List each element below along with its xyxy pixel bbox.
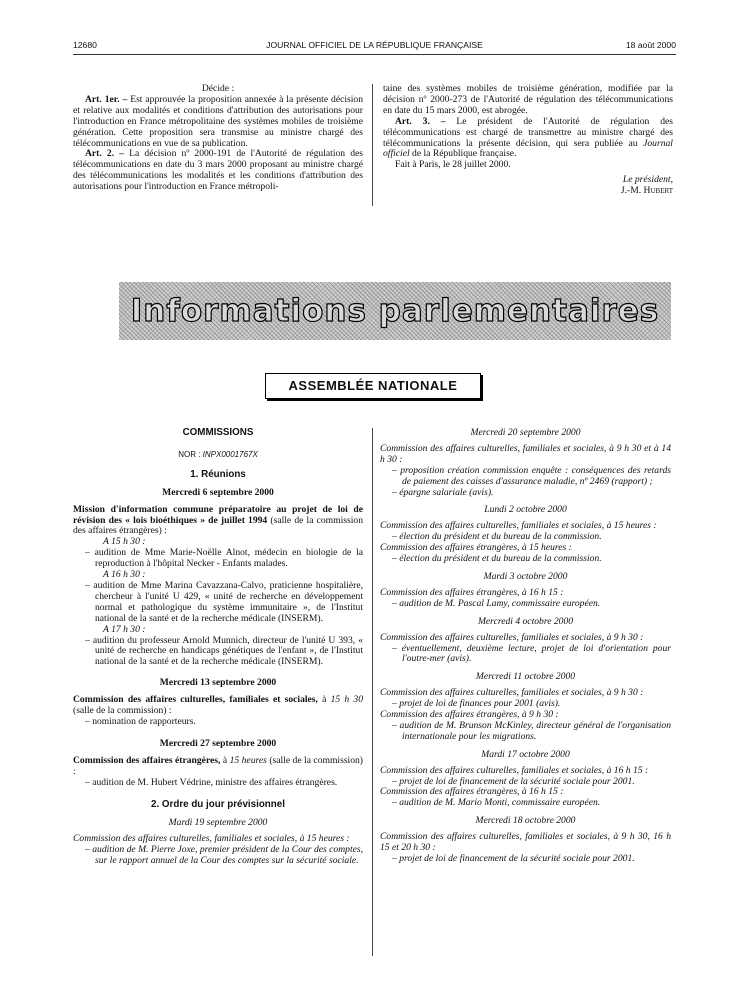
commission-culturelles-17: Commission des affaires culturelles, familiales et sociales, à 16 h 15 :	[380, 764, 649, 776]
decision-left-column	[73, 84, 363, 193]
agenda-right-column	[380, 428, 671, 865]
commission-name: Commission des affaires étrangères,	[73, 754, 221, 766]
issue-date: 18 août 2000	[625, 40, 676, 50]
commission-culturelles-20: Commission des affaires culturelles, familiales et sociales, à 9 h 30 et à 14 h 30 :	[380, 442, 671, 465]
date-18-octobre: Mercredi 18 octobre 2000	[475, 815, 576, 827]
item-joxe: – audition de M. Pierre Joxe, premier président de la Cour des comptes, sur le rapport annuel de la Cour des comptes sur la sécurité sociale.	[85, 844, 363, 867]
item-vedrine: – audition de M. Hubert Védrine, ministre des affaires étrangères.	[85, 776, 338, 788]
section-banner	[119, 282, 671, 340]
article-2	[73, 149, 363, 193]
mission-title: Mission d'information commune préparatoire au projet de loi de révision des « lois bioéthiques » de juillet 1994	[73, 503, 363, 526]
date-17-octobre: Mardi 17 octobre 2000	[481, 748, 570, 760]
commission-etrangeres-11: Commission des affaires étrangères, à 9 h 30 :	[380, 709, 559, 721]
commission-culturelles-2: Commission des affaires culturelles, familiales et sociales, à 15 heures :	[380, 520, 657, 532]
date-6-septembre: Mercredi 6 septembre 2000	[162, 486, 274, 498]
time-16h30: A 16 h 30 :	[103, 569, 146, 581]
date-3-octobre: Mardi 3 octobre 2000	[483, 570, 568, 582]
signer-name: J.-M. Hubert	[620, 185, 673, 197]
date-4-octobre: Mercredi 4 octobre 2000	[477, 615, 574, 627]
commission-culturelles-4: Commission des affaires culturelles, familiales et sociales, à 9 h 30 :	[380, 631, 644, 643]
article-3-text-end: de la République française.	[412, 148, 517, 160]
mission-heading	[73, 505, 363, 538]
assembly-box: ASSEMBLÉE NATIONALE	[265, 373, 481, 399]
top-column-separator	[372, 84, 373, 206]
article-2-continued: taine des systèmes mobiles de troisième génération, modifiée par la décision nº 2000-273 de l'Autorité de régulation des télécommunications en date du 15 mars 2000, est abrogée.	[383, 83, 673, 116]
commission-culturelles-11: Commission des affaires culturelles, familiales et sociales, à 9 h 30 :	[380, 687, 644, 699]
time-17h30: A 17 h 30 :	[103, 623, 146, 635]
article-3-text: Le président de l'Autorité de régulation des télécommunications est chargé de transmettre au ministre chargé des télécommunications la présente décision, qui sera publiée au	[383, 115, 673, 149]
commission-etrangeres-27	[73, 756, 363, 778]
time-15h30: A 15 h 30 :	[103, 536, 146, 548]
article-1	[73, 95, 363, 150]
commission-location: (salle de la commission) :	[73, 705, 172, 717]
running-header	[73, 40, 676, 54]
item-outre-mer: – éventuellement, deuxième lecture, projet de loi d'orientation pour l'outre-mer (avis).	[392, 642, 671, 665]
commission-etrangeres-3: Commission des affaires étrangères, à 16 h 15 :	[380, 586, 564, 598]
journal-officiel-ref: Journal officiel	[383, 137, 673, 160]
date-20-septembre: Mercredi 20 septembre 2000	[470, 427, 581, 438]
date-2-octobre: Lundi 2 octobre 2000	[484, 504, 567, 516]
item-lamy: – audition de M. Pascal Lamy, commissaire européen.	[392, 597, 601, 609]
page-number: 12680	[73, 40, 97, 50]
item-munnich: – audition du professeur Arnold Munnich, directeur de l'unité U 393, « unité de recherche en handicaps génétiques de l'enfant », de l'Institut national de la santé et de la recherche médicale (INSERM).	[85, 634, 363, 668]
article-1-label: Art. 1er. –	[85, 93, 128, 105]
article-2-text: La décision nº 2000-191 de l'Autorité de régulation des télécommunications en date du 3 mars 2000 proposant au ministre chargé des télécommunications les modalités et les conditions d'attribution des autorisations pour l'introduction en France métropoli-	[73, 148, 363, 193]
article-3-label: Art. 3. –	[395, 115, 446, 127]
nor-label: NOR :	[178, 449, 201, 459]
item-epargne: – épargne salariale (avis).	[392, 486, 494, 498]
item-enquete: – proposition création commission enquête : conséquences des retards de paiement des caisses d'assurance maladie, nº 2469 (rapport) ;	[392, 464, 671, 487]
article-1-text: Est approuvée la proposition annexée à la présente décision et relative aux modalités et conditions d'attribution des autorisations pour l'introduction en France métropolitaine des systèmes mobiles de troisième génération. Cette proposition sera transmise au ministre chargé des télécommunications en vue de sa publication.	[73, 93, 363, 149]
date-11-octobre: Mercredi 11 octobre 2000	[475, 671, 576, 683]
banner-title: Informations parlementaires	[130, 292, 660, 329]
decide-heading: Décide :	[201, 83, 235, 94]
nor-code: INPX0001767X	[202, 449, 258, 459]
commission-etrangeres-2: Commission des affaires étrangères, à 15 heures :	[380, 542, 572, 554]
commissions-left-column	[73, 428, 363, 867]
item-cavazzana: – audition de Mme Marina Cavazzana-Calvo, praticienne hospitalière, chercheur à l'unité U 429, « unité de recherche en développement normal et pathologique du système immunitaire », de l'Institut national de la santé et de la recherche médicale (INSERM).	[85, 579, 363, 624]
item-securite-sociale-1: – projet de loi de financement de la sécurité sociale pour 2001.	[392, 775, 635, 787]
commission-time: 15 h 30	[330, 694, 364, 706]
section-reunions: 1. Réunions	[190, 468, 246, 480]
header-rule	[73, 54, 676, 55]
commissions-heading: COMMISSIONS	[182, 427, 254, 438]
decision-right-column	[383, 84, 673, 197]
commission-culturelles-19: Commission des affaires culturelles, familiales et sociales, à 15 heures :	[73, 833, 350, 845]
commission-etrangeres-17: Commission des affaires étrangères, à 16 h 15 :	[380, 786, 564, 798]
date-13-septembre: Mercredi 13 septembre 2000	[159, 677, 277, 689]
item-finances-2001: – projet de loi de finances pour 2001 (avis).	[392, 698, 561, 710]
mission-location: (salle de la commission des affaires étrangères) :	[73, 514, 363, 537]
item-alnot: – audition de Mme Marie-Noëlle Alnot, médecin en biologie de la reproduction à l'hôpital Necker - Enfants malades.	[85, 547, 363, 570]
item-election-2: – élection du président et du bureau de la commission.	[392, 553, 602, 565]
section-ordre-du-jour: 2. Ordre du jour prévisionnel	[151, 799, 285, 811]
fait-a-paris: Fait à Paris, le 28 juillet 2000.	[395, 159, 511, 171]
journal-title: JOURNAL OFFICIEL DE LA RÉPUBLIQUE FRANÇAISE	[266, 40, 483, 50]
commission-name: Commission des affaires culturelles, familiales et sociales,	[73, 694, 318, 706]
date-27-septembre: Mercredi 27 septembre 2000	[159, 737, 277, 749]
item-mckinley: – audition de M. Brunson McKinley, directeur général de l'organisation internationale pour les migrations.	[392, 719, 671, 742]
nor-line	[73, 450, 363, 461]
commission-culturelles-13	[73, 695, 363, 717]
item-election-1: – élection du président et du bureau de la commission.	[392, 531, 602, 543]
article-2-label: Art. 2. –	[85, 148, 125, 160]
date-19-septembre: Mardi 19 septembre 2000	[168, 817, 268, 829]
article-3	[383, 117, 673, 161]
item-monti: – audition de M. Mario Monti, commissaire européen.	[392, 797, 601, 809]
at-label: à	[220, 754, 230, 766]
commission-culturelles-18: Commission des affaires culturelles, familiales et sociales, à 9 h 30, 16 h 15 et 20 h 30 :	[380, 831, 671, 854]
item-securite-sociale-2: – projet de loi de financement de la sécurité sociale pour 2001.	[392, 853, 635, 864]
lower-column-separator	[372, 428, 373, 956]
item-nomination: – nomination de rapporteurs.	[85, 715, 196, 727]
commission-time: 15 heures	[229, 754, 267, 766]
signer-role: Le président,	[622, 174, 673, 186]
at-label: à	[317, 694, 331, 706]
commission-location: (salle de la commission) :	[73, 754, 364, 777]
